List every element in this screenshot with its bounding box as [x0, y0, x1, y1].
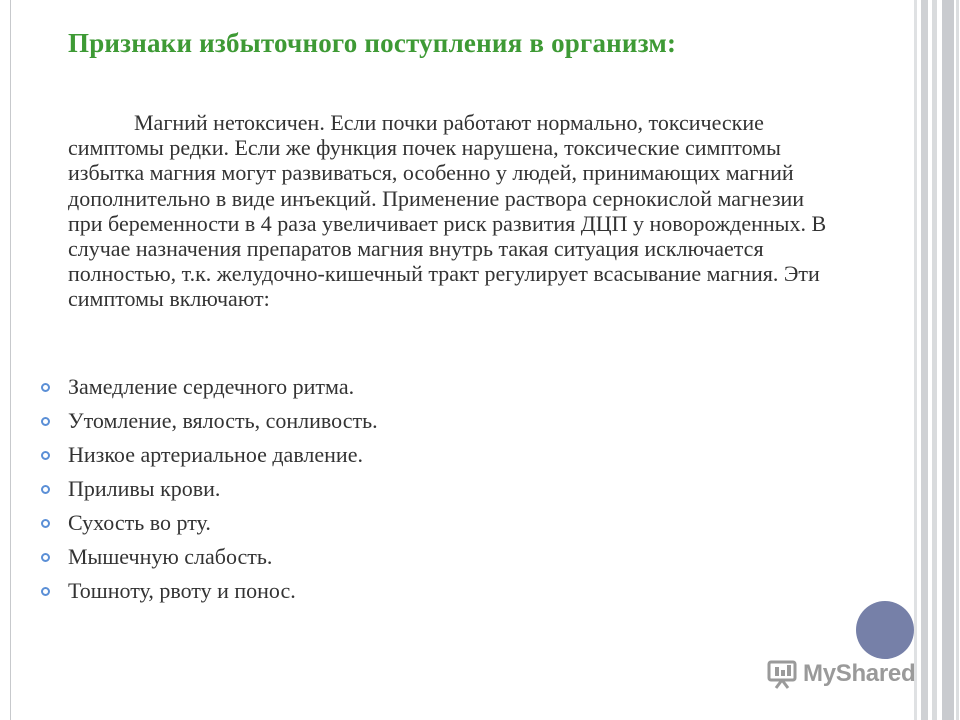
- list-item-text: Замедление сердечного ритма.: [68, 374, 355, 399]
- body-paragraph: Магний нетоксичен. Если почки работают нормально, токсические симптомы редки. Если же функция почек нарушена, токсические симптомы избытка магния могут развиваться, особенно у людей, принимающих магний дополнительно в виде инъекций. Применение раствора сернокислой магнезии при беременности в 4 раза увеличивает риск развития ДЦП у новорожденных. В случае назначения препаратов магния внутрь такая ситуация исключается полностью, т.к. желудочно-кишечный тракт регулирует всасывание магния. Эти симптомы включают:: [68, 110, 827, 312]
- circle-bullet-icon: [41, 383, 50, 392]
- left-border-line: [10, 0, 11, 720]
- circle-bullet-icon: [41, 417, 50, 426]
- watermark-text: MyShared: [803, 660, 916, 687]
- list-item: [0, 441, 800, 475]
- list-item: [0, 407, 800, 441]
- list-item-text: Сухость во рту.: [68, 510, 211, 535]
- decorative-circle: [856, 601, 914, 659]
- list-item-text: Приливы крови.: [68, 476, 221, 501]
- circle-bullet-icon: [41, 553, 50, 562]
- decorative-bar: [914, 0, 917, 720]
- list-item: [0, 509, 800, 543]
- circle-bullet-icon: [41, 519, 50, 528]
- list-item-text: Мышечную слабость.: [68, 544, 273, 569]
- list-item-text: Низкое артериальное давление.: [68, 442, 363, 467]
- circle-bullet-icon: [41, 451, 50, 460]
- watermark-logo: [767, 657, 915, 691]
- decorative-bar: [942, 0, 954, 720]
- list-item-text: Утомление, вялость, сонливость.: [68, 408, 378, 433]
- decorative-bar: [932, 0, 937, 720]
- decorative-bar: [921, 0, 928, 720]
- slide-title: Признаки избыточного поступления в организм:: [68, 28, 677, 58]
- list-item: [0, 543, 800, 577]
- presentation-board-icon: [767, 659, 799, 689]
- list-item: [0, 577, 800, 611]
- circle-bullet-icon: [41, 485, 50, 494]
- right-decorative-bars: [912, 0, 960, 720]
- list-item: [0, 373, 800, 407]
- list-item-text: Тошноту, рвоту и понос.: [68, 578, 296, 603]
- list-item: [0, 475, 800, 509]
- decorative-bar: [956, 0, 959, 720]
- circle-bullet-icon: [41, 587, 50, 596]
- symptom-list: [0, 373, 800, 611]
